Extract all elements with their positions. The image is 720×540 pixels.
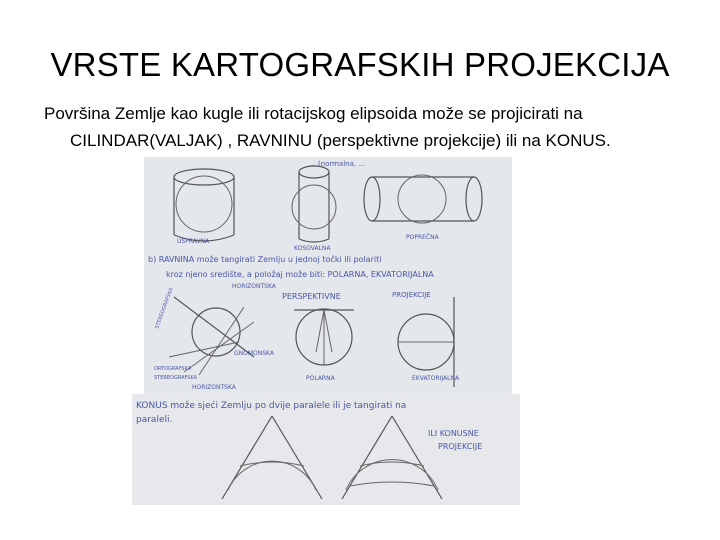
cylinder-upright-drawing — [174, 169, 234, 241]
label-stereografska: STEREOGRAFSKA — [154, 287, 175, 330]
slide-title: VRSTE KARTOGRAFSKIH PROJEKCIJA — [50, 46, 670, 83]
slide-body — [44, 100, 704, 154]
cone-note-line-1: KONUS može sjeći Zemlju po dvije paralele ili je tangirati na — [136, 401, 407, 411]
cylinder-oblique-drawing — [292, 166, 336, 242]
label-polarna: POLARNA — [306, 375, 335, 382]
body-line-1: Površina Zemlje kao kugle ili rotacijskog elipsoida može se projicirati na — [44, 104, 583, 123]
label-uspravna: USPRAVNA — [177, 238, 210, 245]
label-horizontska: HORIZONTSKA — [192, 384, 236, 391]
label-gnomonska: GNOMONSKA — [234, 350, 274, 357]
plane-note-line-1: b) RAVNINA može tangirati Zemlju u jednoj točki ili polariti — [148, 255, 382, 264]
cone-label-line-2: PROJEKCIJE — [438, 442, 483, 451]
label-poprecna: POPREČNA — [406, 234, 439, 241]
label-stereografska-2: STEREOGRAFSKA — [154, 375, 198, 381]
body-line-2: CILINDAR(VALJAK) , RAVNINU (perspektivne projekcije) ili na KONUS. — [70, 131, 611, 150]
sketch-cone-projections — [132, 394, 520, 505]
label-perspektivne: PERSPEKTIVNE — [282, 292, 341, 301]
cone-secant-drawing — [342, 416, 442, 499]
plane-projection-polar-drawing — [294, 309, 354, 365]
plane-projection-equatorial-drawing — [398, 297, 454, 387]
plane-projection-horizontal-drawing — [169, 297, 254, 375]
cone-tangent-drawing — [222, 416, 322, 499]
label-kosovalna: KOSOVALNA — [294, 245, 331, 252]
sketch-cylinder-plane-projections — [144, 157, 512, 400]
plane-note-line-3: HORIZONTSKA — [232, 283, 276, 290]
cone-note-line-2: paraleli. — [136, 415, 173, 425]
sketch-header-note: ... (normalna, ... — [309, 160, 366, 168]
label-ortografska: ORTOGRAFSKA — [154, 366, 192, 372]
cone-label-line-1: ILI KONUSNE — [428, 429, 479, 438]
label-projekcije: PROJEKCIJE — [392, 291, 431, 299]
label-ekvatorijalna: EKVATORIJALNA — [412, 375, 460, 382]
cylinder-transverse-drawing — [364, 175, 482, 223]
plane-note-line-2: kroz njeno središte, a položaj može biti: POLARNA, EKVATORIJALNA — [166, 270, 434, 279]
